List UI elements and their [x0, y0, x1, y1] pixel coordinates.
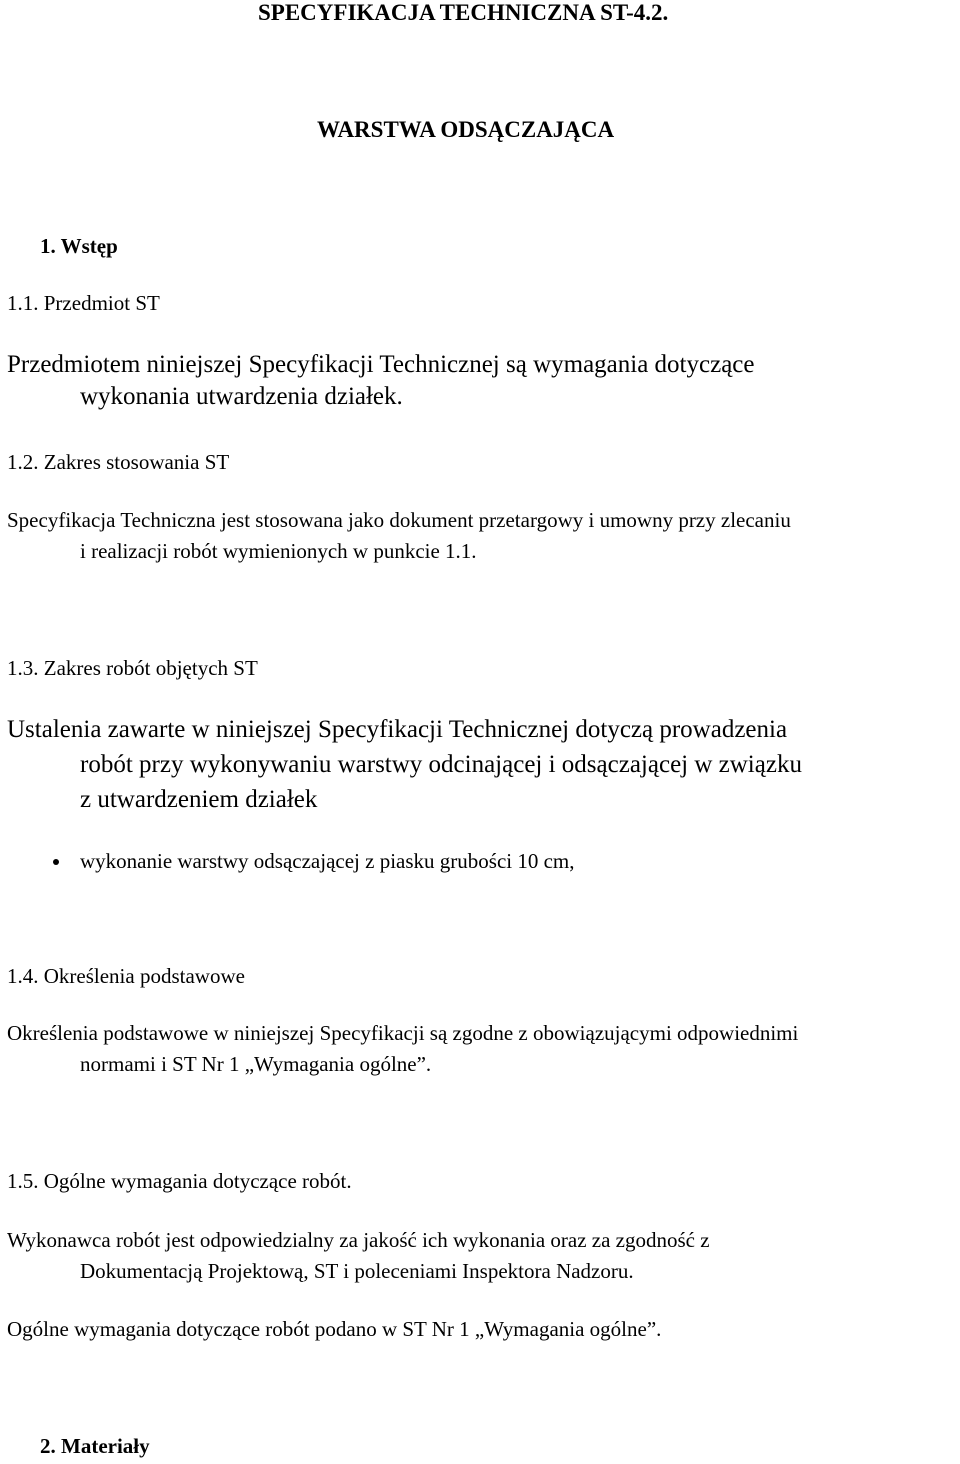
section-1-3-paragraph-line-1: Ustalenia zawarte w niniejszej Specyfikacji Technicznej dotyczą prowadzenia — [7, 716, 788, 743]
section-1-2-paragraph-line-2: i realizacji robót wymienionych w punkcie 1.1. — [80, 539, 477, 563]
section-1-1-heading: 1.1. Przedmiot ST — [7, 291, 160, 315]
section-1-4-heading: 1.4. Określenia podstawowe — [7, 964, 245, 988]
section-1-3-paragraph-line-2: robót przy wykonywaniu warstwy odcinającej i odsączającej w związku — [80, 751, 802, 778]
section-1-1-paragraph-line-1: Przedmiotem niniejszej Specyfikacji Technicznej są wymagania dotyczące — [7, 351, 755, 378]
section-1-4-paragraph-line-2: normami i ST Nr 1 „Wymagania ogólne”. — [80, 1052, 432, 1076]
section-1-3-heading: 1.3. Zakres robót objętych ST — [7, 656, 258, 680]
section-1-3-paragraph-line-3: z utwardzeniem działek — [80, 786, 318, 813]
document-title: SPECYFIKACJA TECHNICZNA ST-4.2. — [258, 0, 669, 25]
section-1-2-paragraph-line-1: Specyfikacja Techniczna jest stosowana jako dokument przetargowy i umowny przy zlecaniu — [7, 508, 791, 532]
section-1-5-paragraph-1-line-1: Wykonawca robót jest odpowiedzialny za jakość ich wykonania oraz za zgodność z — [7, 1228, 710, 1252]
section-1-4-paragraph-line-1: Określenia podstawowe w niniejszej Specyfikacji są zgodne z obowiązującymi odpowiednimi — [7, 1021, 799, 1045]
section-1-heading: 1. Wstęp — [40, 234, 118, 258]
section-2-heading: 2. Materiały — [40, 1434, 150, 1458]
bullet-icon — [53, 859, 59, 865]
document-subtitle: WARSTWA ODSĄCZAJĄCA — [317, 117, 615, 142]
section-1-1-paragraph-line-2: wykonania utwardzenia działek. — [80, 383, 403, 410]
section-1-5-paragraph-2: Ogólne wymagania dotyczące robót podano w ST Nr 1 „Wymagania ogólne”. — [7, 1317, 662, 1341]
section-1-3-bullet-item: wykonanie warstwy odsączającej z piasku grubości 10 cm, — [80, 849, 575, 873]
section-1-5-paragraph-1-line-2: Dokumentacją Projektową, ST i poleceniami Inspektora Nadzoru. — [80, 1259, 634, 1283]
section-1-2-heading: 1.2. Zakres stosowania ST — [7, 450, 230, 474]
section-1-5-heading: 1.5. Ogólne wymagania dotyczące robót. — [7, 1169, 352, 1193]
